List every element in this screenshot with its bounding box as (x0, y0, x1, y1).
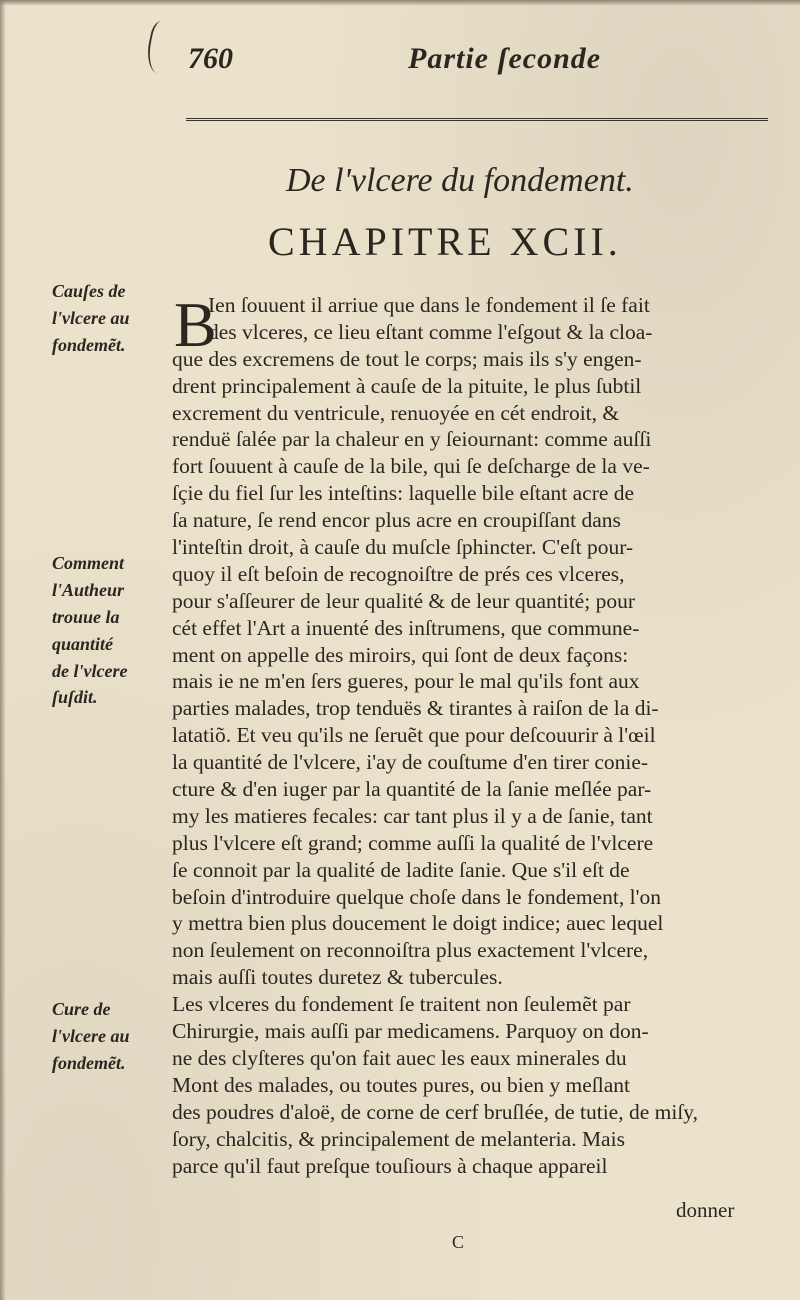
body-line: plus l'vlcere eſt grand; comme auſſi la qualité de l'vlcere (172, 830, 654, 855)
body-line: mais ie ne m'en ſers gueres, pour le mal qu'ils font aux (172, 669, 640, 694)
page-number: 760 (188, 42, 233, 75)
margin-note-line: fondemẽt. (52, 334, 126, 355)
header-rule (186, 118, 768, 121)
margin-note-line: Comment (52, 553, 125, 573)
margin-note-line: quantité (52, 633, 114, 654)
body-line: drent principalement à cauſe de la pituite, le plus ſubtil (172, 373, 642, 398)
body-line: Les vlceres du fondement ſe traitent non ſeulemẽt par (172, 992, 631, 1017)
ink-mark-decoration (143, 20, 179, 76)
page-edge-shadow-top (0, 0, 800, 6)
body-line: ſa nature, ſe rend encor plus acre en croupiſſant dans (172, 508, 621, 533)
margin-note-line: l'vlcere au (52, 307, 130, 328)
body-line: my les matieres fecales: car tant plus il y a de ſanie, tant (172, 803, 653, 828)
body-line: beſoin d'introduire quelque choſe dans le fondement, l'on (172, 884, 661, 909)
body-line: des poudres d'aloë, de corne de cerf bruſlée, de tutie, de miſy, (172, 1099, 699, 1124)
drop-cap: B (174, 289, 217, 360)
body-line: mais auſſi toutes duretez & tubercules. (172, 965, 503, 990)
margin-note-line: Cure de (52, 999, 111, 1019)
body-line: ſçie du fiel ſur les inteſtins: laquelle bile eſtant acre de (172, 481, 635, 506)
body-text (172, 289, 766, 1179)
catchword: donner (676, 1198, 735, 1222)
body-line: Mont des malades, ou toutes pures, ou bien y meſlant (172, 1072, 630, 1097)
body-line: ſe connoit par la qualité de ladite ſanie. Que s'il eſt de (172, 857, 630, 882)
signature-mark: C (452, 1232, 465, 1252)
body-line: des vlceres, ce lieu eſtant comme l'eſgout & la cloa- (208, 319, 653, 344)
margin-note-cure (52, 998, 176, 1079)
running-head: Partie ſeconde (408, 42, 602, 75)
margin-note-line: fondemẽt. (52, 1052, 126, 1073)
body-line: renduë ſalée par la chaleur en y ſeiournant: comme auſſi (172, 427, 652, 452)
margin-note-comment (52, 552, 176, 713)
body-line: parties malades, trop tenduës & tirantes à raiſon de la di- (172, 696, 659, 721)
body-line: excrement du ventricule, renuoyée en cét endroit, & (172, 400, 620, 425)
body-line: latatiõ. Et veu qu'ils ne ſeruẽt que pour deſcouurir à l'œil (172, 723, 656, 748)
body-line: quoy il eſt beſoin de recognoiſtre de prés ces vlceres, (172, 561, 625, 586)
body-line: y mettra bien plus doucement le doigt indice; auec lequel (172, 911, 664, 936)
body-line: la quantité de l'vlcere, i'ay de couſtume d'en tirer conie- (172, 750, 649, 775)
margin-note-line: trouue la (52, 606, 120, 627)
body-line: que des excremens de tout le corps; mais ils s'y engen- (172, 346, 642, 371)
section-title: De l'vlcere du fondement. (286, 162, 634, 199)
page-edge-shadow-left (0, 0, 6, 1300)
body-line: l'inteſtin droit, à cauſe du muſcle ſphincter. C'eſt pour- (172, 535, 634, 560)
margin-note-line: Cauſes de (52, 281, 126, 301)
body-line: ſory, chalcitis, & principalement de melanteria. Mais (172, 1126, 625, 1151)
body-line: parce qu'il faut preſque touſiours à chaque appareil (172, 1153, 608, 1178)
body-line: ne des clyſteres qu'on fait auec les eaux minerales du (172, 1045, 627, 1070)
body-line: pour s'aſſeurer de leur qualité & de leur quantité; pour (172, 588, 635, 613)
margin-note-line: de l'vlcere (52, 660, 128, 681)
margin-note-line: ſuſdit. (52, 687, 98, 708)
body-line: fort ſouuent à cauſe de la bile, qui ſe deſcharge de la ve- (172, 454, 650, 479)
body-line: non ſeulement on reconnoiſtra plus exactement l'vlcere, (172, 938, 649, 963)
body-line: cét effet l'Art a inuenté des inſtrumens, que commune- (172, 615, 640, 640)
margin-note-line: l'Autheur (52, 579, 125, 600)
chapter-heading: CHAPITRE XCII. (268, 219, 622, 264)
body-line: Ien ſouuent il arriue que dans le fondement il ſe fait (208, 293, 650, 317)
body-line: ment on appelle des miroirs, qui ſont de deux façons: (172, 642, 629, 667)
margin-note-causes (52, 280, 176, 361)
margin-note-line: l'vlcere au (52, 1025, 130, 1046)
body-line: Chirurgie, mais auſſi par medicamens. Parquoy on don- (172, 1019, 649, 1044)
body-line: cture & d'en iuger par la quantité de la ſanie meſlée par- (172, 777, 652, 802)
